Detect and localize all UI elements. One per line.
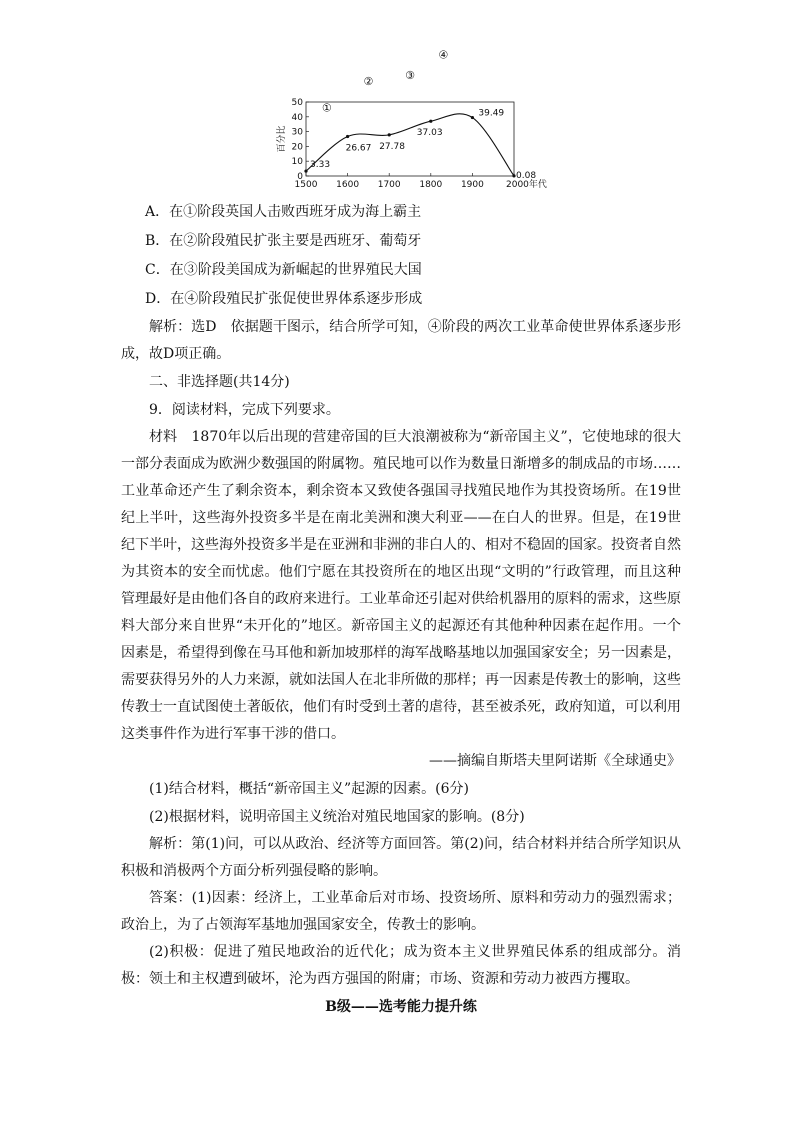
analysis-8: 解析：选D 依据题干图示，结合所学可知，④阶段的两次工业革命使世界体系逐步形成，故D项正确。 bbox=[121, 319, 681, 362]
series-line bbox=[306, 114, 514, 176]
answer-part-1: 答案：(1)因素：经济上，工业革命后对市场、投资场所、原料和劳动力的强烈需求；政治上，为了占领海军基地加强国家安全，传教士的影响。 bbox=[121, 890, 681, 933]
data-point bbox=[429, 120, 432, 123]
data-label: 26.67 bbox=[345, 143, 372, 154]
data-point bbox=[304, 169, 307, 172]
x-tick-label: 1900 bbox=[460, 180, 484, 190]
data-point bbox=[388, 133, 391, 136]
answer-part-2: (2)积极：促进了殖民地政治的近代化；成为资本主义世界殖民体系的组成部分。消极：领土和主权遭到破坏，沦为西方强国的附庸；市场、资源和劳动力被西方攫取。 bbox=[121, 944, 681, 987]
option-d: D．在④阶段殖民扩张促使世界体系逐步形成 bbox=[145, 291, 423, 307]
question-9-2: (2)根据材料，说明帝国主义统治对殖民地国家的影响。(8分) bbox=[149, 809, 525, 825]
data-label: 3.33 bbox=[310, 160, 331, 171]
stage-marker: ④ bbox=[438, 48, 449, 62]
data-point bbox=[346, 135, 349, 138]
y-axis-label: 百分比 bbox=[277, 125, 287, 153]
data-label: 27.78 bbox=[379, 141, 405, 152]
y-tick-label: 50 bbox=[291, 98, 303, 108]
y-tick-label: 40 bbox=[291, 112, 303, 123]
y-tick-label: 10 bbox=[291, 157, 303, 168]
x-tick-label: 1800 bbox=[419, 180, 443, 190]
chart-svg bbox=[272, 48, 572, 192]
colony-percentage-chart bbox=[272, 48, 572, 192]
data-label: 37.03 bbox=[416, 128, 443, 139]
y-tick-label: 0 bbox=[297, 172, 303, 182]
data-label: 39.49 bbox=[478, 108, 505, 119]
x-tick-label: 2000年代 bbox=[506, 180, 547, 190]
data-point bbox=[471, 116, 474, 119]
option-b: B．在②阶段殖民扩张主要是西班牙、葡萄牙 bbox=[145, 233, 422, 249]
material-text: 材料 1870年以后出现的营建帝国的巨大浪潮被称为“新帝国主义”，它使地球的很大一部分表面成为欧洲少数强国的附属物。殖民地可以作为数量日渐增多的制成品的市场……工业革命还产生了剩余资本，剩余资本又致使各强国寻找殖民地作为其投资场所。在19世纪上半叶，这些海外投资多半是在南北美洲和澳大利亚——在白人的世界。但是，在19世纪下半叶，这些海外投资多半是在亚洲和非洲的非白人的、相对不稳固的国家。投资者自然为其资本的安全而忧虑。他们宁愿在其投资所在的地区出现“文明的”行政管理，而且这种管理最好是由他们各自的政府来进行。工业革命还引起对供给机器用的原料的需求，这些原料大部分来自世界“未开化的”地区。新帝国主义的起源还有其他种种因素在起作用。一个因素是，希望得到像在马耳他和新加坡那样的海军战略基地以加强国家安全；另一因素是，需要获得另外的人力来源，就如法国人在北非所做的那样；再一因素是传教士的影响，这些传教士一直试图使土著皈依，他们有时受到土著的虐待，甚至被杀死，政府知道，可以利用这类事件作为进行军事干涉的借口。 bbox=[121, 429, 681, 742]
analysis-9: 解析：第(1)问，可以从政治、经济等方面回答。第(2)问，结合材料并结合所学知识从积极和消极两个方面分析列强侵略的影响。 bbox=[121, 836, 681, 879]
section-heading: 二、非选择题(共14分) bbox=[149, 374, 290, 390]
material-source: ——摘编自斯塔夫里阿诺斯《全球通史》 bbox=[429, 753, 681, 769]
level-b-heading: B级——选考能力提升练 bbox=[325, 999, 477, 1015]
x-tick-label: 1600 bbox=[336, 180, 360, 190]
option-c: C．在③阶段美国成为新崛起的世界殖民大国 bbox=[145, 262, 422, 278]
stage-marker: ③ bbox=[405, 69, 415, 83]
data-label: 0.08 bbox=[516, 170, 537, 181]
question-content bbox=[121, 198, 681, 1021]
x-tick-label: 1500 bbox=[294, 180, 318, 190]
question-9-1: (1)结合材料，概括“新帝国主义”起源的因素。(6分) bbox=[149, 781, 469, 797]
stage-marker: ① bbox=[321, 101, 332, 115]
option-a: A．在①阶段英国人击败西班牙成为海上霸主 bbox=[145, 204, 422, 220]
x-tick-label: 1700 bbox=[377, 180, 401, 190]
y-tick-label: 20 bbox=[291, 142, 303, 153]
question-9: 9．阅读材料，完成下列要求。 bbox=[149, 402, 340, 418]
y-tick-label: 30 bbox=[291, 127, 303, 138]
stage-marker: ② bbox=[363, 74, 374, 88]
